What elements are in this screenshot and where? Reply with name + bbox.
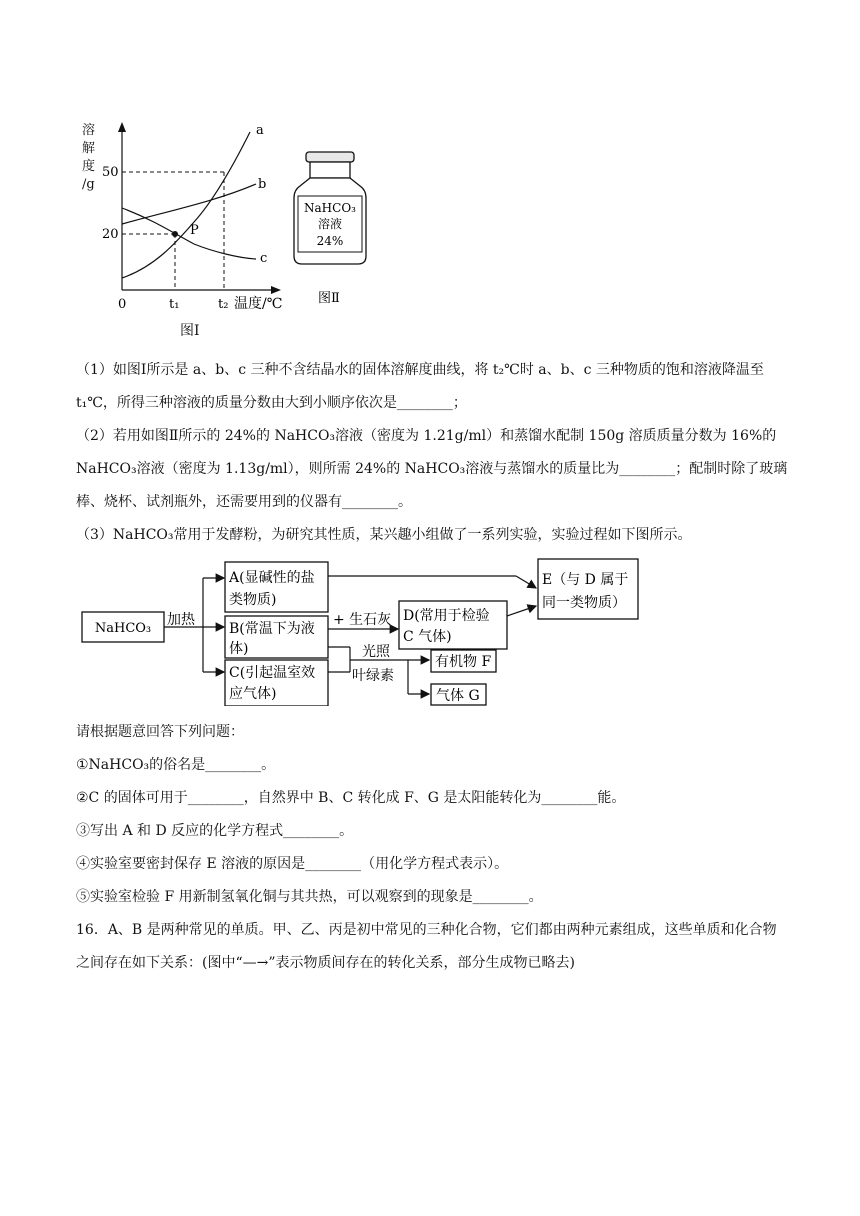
chlorophyll-label: 叶绿素 — [352, 668, 394, 684]
y-tick-50: 50 — [102, 165, 119, 180]
sub-question-5: ⑤实验室检验 F 用新制氢氧化铜与其共热，可以观察到的现象是________。 — [76, 889, 543, 905]
box-c-line2: 应气体) — [229, 686, 277, 702]
sub-question-block — [76, 716, 788, 980]
figure1-caption: 图Ⅰ — [180, 323, 200, 339]
y-axis-label-1: 溶 — [82, 123, 96, 138]
box-d-line2: C 气体) — [403, 629, 452, 645]
x-axis-arrow — [271, 286, 281, 294]
bottle-label-line1: NaHCO₃ — [304, 201, 356, 215]
x-axis-label: 温度/℃ — [234, 296, 283, 312]
lime-label: + 生石灰 — [333, 612, 392, 628]
curve-a-label: a — [256, 123, 264, 138]
box-f-label: 有机物 F — [435, 654, 492, 670]
y-axis-label-4: /g — [82, 177, 95, 192]
y-axis-arrow — [118, 122, 126, 132]
box-c-line1: C(引起温室效 — [229, 665, 316, 681]
y-axis-label-3: 度 — [82, 159, 96, 174]
curve-b — [122, 184, 256, 224]
question-block — [76, 354, 788, 552]
sub-question-1: ①NaHCO₃的俗名是________。 — [76, 757, 276, 773]
curve-b-label: b — [258, 177, 267, 192]
reagent-bottle — [290, 150, 370, 310]
solubility-chart — [74, 112, 294, 312]
y-axis-label-2: 解 — [82, 141, 96, 156]
box-d-line1: D(常用于检验 — [403, 608, 490, 624]
point-p-label: P — [190, 223, 199, 238]
box-nahco3-label: NaHCO₃ — [94, 621, 152, 636]
arrow-a-to-e — [516, 576, 536, 588]
curve-a — [122, 132, 250, 278]
flow-diagram — [76, 556, 646, 706]
box-a-line2: 类物质) — [229, 592, 277, 608]
x-tick-t1: t₁ — [169, 297, 180, 312]
box-b-line1: B(常温下为液 — [229, 621, 315, 637]
box-e-line2: 同一类物质） — [542, 595, 626, 611]
box-b-line2: 体) — [229, 641, 249, 657]
heat-label: 加热 — [167, 612, 195, 628]
y-tick-20: 20 — [102, 227, 119, 242]
question-2: （2）若用如图Ⅱ所示的 24%的 NaHCO₃溶液（密度为 1.21g/ml）和蒸馏水配制 150g 溶质质量分数为 16%的 NaHCO₃溶液（密度为 1.13g/ml），则所需 24%的 NaHCO₃溶液与蒸馏水的质量比为________；配制时除了玻璃棒、烧杯、试剂瓶外，还需要用到的仪器有________。 — [76, 428, 788, 510]
question-3: （3）NaHCO₃常用于发酵粉，为研究其性质，某兴趣小组做了一系列实验，实验过程如下图所示。 — [76, 527, 692, 543]
curve-c-label: c — [260, 251, 268, 266]
figure2-caption: 图Ⅱ — [318, 291, 340, 306]
bottle-stopper — [306, 152, 354, 162]
arrow-d-to-e — [507, 606, 536, 616]
sub-question-3: ③写出 A 和 D 反应的化学方程式________。 — [76, 823, 354, 839]
prompt: 请根据题意回答下列问题： — [76, 724, 244, 740]
box-g-label: 气体 G — [436, 688, 480, 704]
bottle-label-line2: 溶液 — [317, 217, 343, 231]
sub-question-2: ②C 的固体可用于________，自然界中 B、C 转化成 F、G 是太阳能转化为________能。 — [76, 790, 626, 806]
light-label: 光照 — [362, 644, 390, 660]
question-1: （1）如图Ⅰ所示是 a、b、c 三种不含结晶水的固体溶解度曲线，将 t₂℃时 a、b、c 三种物质的饱和溶液降温至 t₁℃，所得三种溶液的质量分数由大到小顺序依次是________； — [76, 362, 764, 411]
point-p — [172, 231, 178, 237]
bottle-neck — [310, 162, 350, 178]
x-tick-t2: t₂ — [218, 297, 229, 312]
question-16: 16．A、B 是两种常见的单质。甲、乙、丙是初中常见的三种化合物，它们都由两种元素组成，这些单质和化合物之间存在如下关系：(图中“—→”表示物质间存在的转化关系，部分生成物已略去) — [76, 922, 777, 971]
box-e-line1: E（与 D 属于 — [542, 572, 629, 588]
origin-label: 0 — [118, 297, 127, 312]
curve-c — [122, 208, 256, 259]
sub-question-4: ④实验室要密封保存 E 溶液的原因是________（用化学方程式表示）。 — [76, 856, 509, 872]
box-a-line1: A(显碱性的盐 — [229, 570, 315, 586]
bottle-label-line3: 24% — [316, 234, 344, 248]
